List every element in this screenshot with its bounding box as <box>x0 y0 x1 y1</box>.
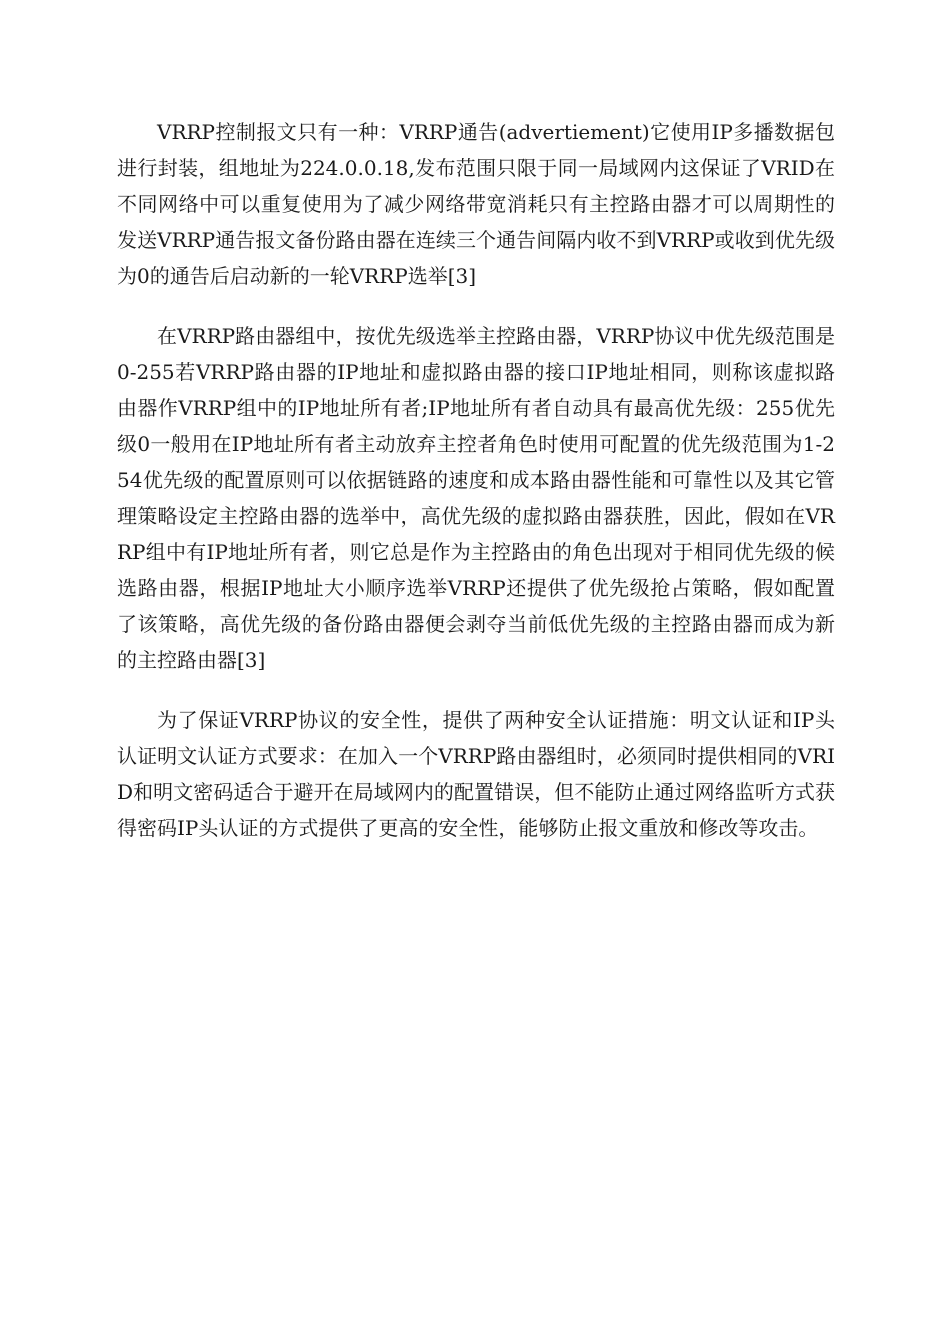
paragraph-vrrp-security: 为了保证VRRP协议的安全性，提供了两种安全认证措施：明文认证和IP头认证明文认证方式要求：在加入一个VRRP路由器组时，必须同时提供相同的VRID和明文密码适合于避开在局域网内的配置错误，但不能防止通过网络监听方式获得密码IP头认证的方式提供了更高的安全性，能够防止报文重放和修改等攻击。 <box>117 708 835 840</box>
document-body <box>117 114 835 846</box>
paragraph-vrrp-advertisement: VRRP控制报文只有一种：VRRP通告(advertiement)它使用IP多播数据包进行封装，组地址为224.0.0.18,发布范围只限于同一局域网内这保证了VRID在不同网络中可以重复使用为了减少网络带宽消耗只有主控路由器才可以周期性的发送VRRP通告报文备份路由器在连续三个通告间隔内收不到VRRP或收到优先级为0的通告后启动新的一轮VRRP选举[3] <box>117 120 835 288</box>
paragraph-vrrp-priority: 在VRRP路由器组中，按优先级选举主控路由器，VRRP协议中优先级范围是0-255若VRRP路由器的IP地址和虚拟路由器的接口IP地址相同，则称该虚拟路由器作VRRP组中的IP地址所有者;IP地址所有者自动具有最高优先级：255优先级0一般用在IP地址所有者主动放弃主控者角色时使用可配置的优先级范围为1-254优先级的配置原则可以依据链路的速度和成本路由器性能和可靠性以及其它管理策略设定主控路由器的选举中，高优先级的虚拟路由器获胜，因此，假如在VRRP组中有IP地址所有者，则它总是作为主控路由的角色出现对于相同优先级的候选路由器，根据IP地址大小顺序选举VRRP还提供了优先级抢占策略，假如配置了该策略，高优先级的备份路由器便会剥夺当前低优先级的主控路由器而成为新的主控路由器[3] <box>117 324 835 672</box>
